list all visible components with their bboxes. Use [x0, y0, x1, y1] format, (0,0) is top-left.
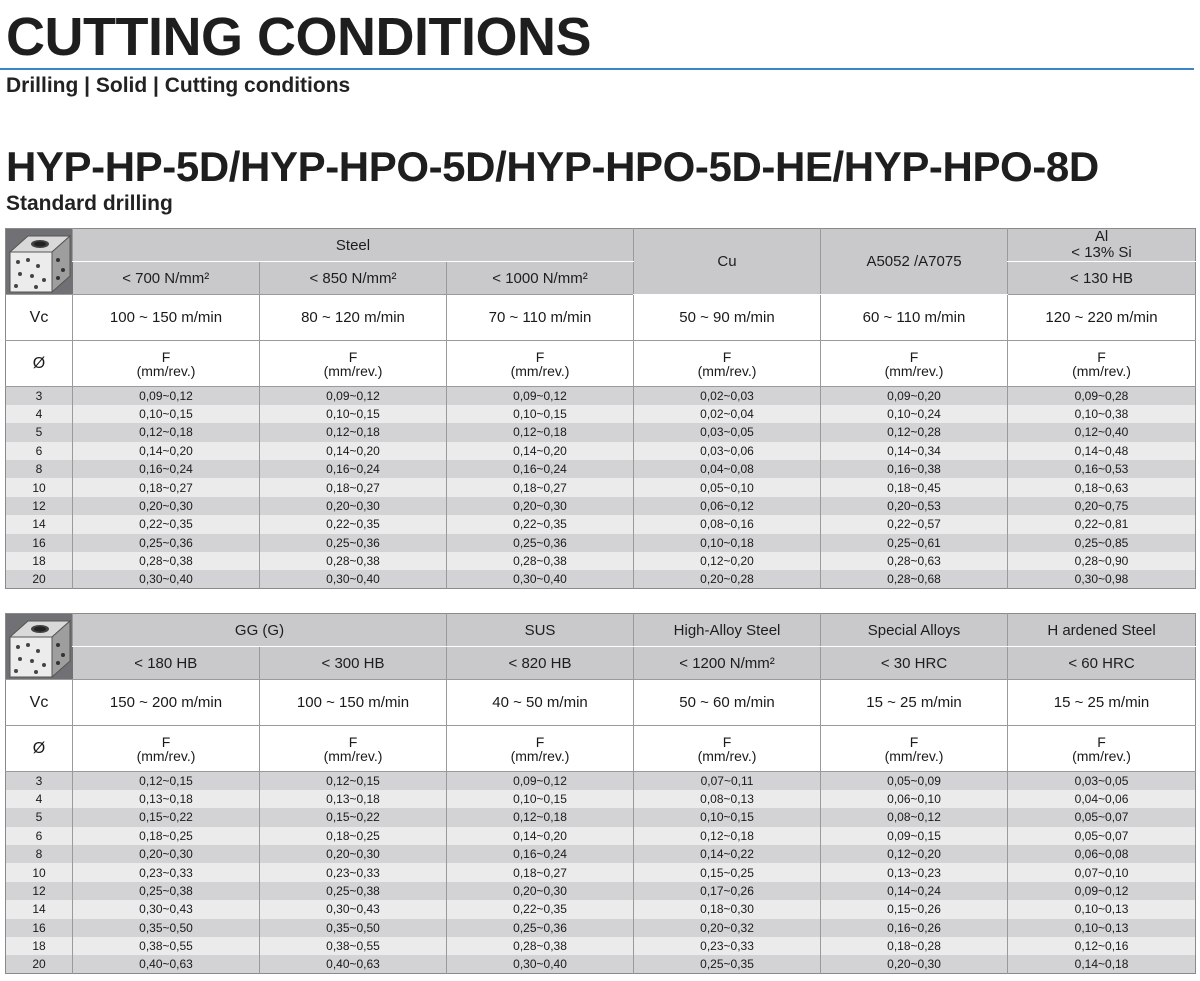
sub-header: < 700 N/mm²: [73, 262, 260, 295]
feed-cell: 0,25~0,38: [73, 882, 260, 900]
feed-cell: 0,18~0,25: [260, 827, 447, 845]
feed-cell: 0,12~0,18: [634, 827, 821, 845]
diameter-cell: 20: [6, 570, 73, 588]
table-row: [6, 808, 1196, 826]
diameter-cell: 8: [6, 845, 73, 863]
feed-cell: 0,22~0,81: [1008, 515, 1196, 533]
group-al-label: Al: [1094, 228, 1109, 245]
table-row: [6, 845, 1196, 863]
group-cu: Cu: [634, 229, 821, 295]
table-row: [6, 405, 1196, 423]
sub-header: < 820 HB: [447, 647, 634, 680]
feed-cell: 0,03~0,06: [634, 442, 821, 460]
diameter-cell: 6: [6, 827, 73, 845]
feed-cell: 0,14~0,20: [260, 442, 447, 460]
table-row: [6, 937, 1196, 955]
feed-cell: 0,12~0,18: [260, 423, 447, 441]
table2-data: [6, 772, 1196, 974]
table-row: [6, 442, 1196, 460]
feed-cell: 0,22~0,35: [447, 900, 634, 918]
table-row: [6, 919, 1196, 937]
diameter-cell: 20: [6, 955, 73, 973]
table-row: [6, 534, 1196, 552]
vc-row: [6, 295, 1196, 341]
table1-data: [6, 387, 1196, 589]
feed-cell: 0,16~0,38: [821, 460, 1008, 478]
feed-cell: 0,14~0,20: [73, 442, 260, 460]
feed-cell: 0,06~0,10: [821, 790, 1008, 808]
feed-cell: 0,05~0,10: [634, 478, 821, 496]
feed-cell: 0,30~0,43: [73, 900, 260, 918]
feed-cell: 0,30~0,40: [260, 570, 447, 588]
feed-cell: 0,14~0,22: [634, 845, 821, 863]
drilled-block-icon: [6, 229, 73, 295]
feed-cell: 0,12~0,16: [1008, 937, 1196, 955]
feed-cell: 0,09~0,15: [821, 827, 1008, 845]
feed-cell: 0,09~0,12: [1008, 882, 1196, 900]
vc-value: 50 ~ 90 m/min: [634, 295, 821, 341]
sub-header: < 1200 N/mm²: [634, 647, 821, 680]
feed-cell: 0,09~0,12: [73, 387, 260, 405]
feed-label: F (mm/rev.): [73, 726, 260, 772]
feed-cell: 0,10~0,15: [260, 405, 447, 423]
diameter-cell: 12: [6, 882, 73, 900]
feed-cell: 0,20~0,75: [1008, 497, 1196, 515]
feed-cell: 0,10~0,15: [634, 808, 821, 826]
sub-header: < 30 HRC: [821, 647, 1008, 680]
feed-cell: 0,28~0,38: [260, 552, 447, 570]
feed-cell: 0,40~0,63: [260, 955, 447, 973]
feed-cell: 0,30~0,40: [73, 570, 260, 588]
feed-cell: 0,05~0,09: [821, 772, 1008, 790]
cutting-table-steel-nonferrous: [5, 228, 1196, 589]
feed-header-row: [6, 726, 1196, 772]
sub-header: < 60 HRC: [1008, 647, 1196, 680]
vc-label: Vc: [6, 295, 73, 341]
feed-cell: 0,02~0,03: [634, 387, 821, 405]
feed-cell: 0,18~0,28: [821, 937, 1008, 955]
table-row: [6, 497, 1196, 515]
feed-cell: 0,02~0,04: [634, 405, 821, 423]
vc-value: 15 ~ 25 m/min: [821, 680, 1008, 726]
vc-value: 70 ~ 110 m/min: [447, 295, 634, 341]
group-special-alloys: Special Alloys: [821, 614, 1008, 647]
feed-cell: 0,20~0,30: [821, 955, 1008, 973]
table-row: [6, 423, 1196, 441]
feed-cell: 0,10~0,15: [447, 405, 634, 423]
feed-cell: 0,15~0,22: [260, 808, 447, 826]
product-title: HYP-HP-5D/HYP-HPO-5D/HYP-HPO-5D-HE/HYP-HPO-8D: [6, 143, 1099, 190]
feed-label: F (mm/rev.): [260, 726, 447, 772]
sub-header: < 130 HB: [1008, 262, 1196, 295]
diameter-cell: 14: [6, 515, 73, 533]
feed-cell: 0,25~0,38: [260, 882, 447, 900]
feed-cell: 0,18~0,27: [73, 478, 260, 496]
feed-cell: 0,18~0,27: [260, 478, 447, 496]
feed-cell: 0,16~0,24: [447, 460, 634, 478]
diameter-cell: 18: [6, 552, 73, 570]
feed-cell: 0,03~0,05: [1008, 772, 1196, 790]
vc-row: [6, 680, 1196, 726]
diameter-cell: 8: [6, 460, 73, 478]
product-subtitle: Standard drilling: [6, 192, 173, 215]
group-al-si-label: < 13% Si: [1071, 244, 1132, 261]
feed-cell: 0,18~0,30: [634, 900, 821, 918]
diameter-cell: 16: [6, 534, 73, 552]
group-hardened-steel: H ardened Steel: [1008, 614, 1196, 647]
feed-cell: 0,20~0,30: [73, 497, 260, 515]
feed-cell: 0,05~0,07: [1008, 827, 1196, 845]
diameter-cell: 3: [6, 387, 73, 405]
feed-cell: 0,20~0,32: [634, 919, 821, 937]
feed-cell: 0,18~0,63: [1008, 478, 1196, 496]
diameter-cell: 12: [6, 497, 73, 515]
vc-value: 60 ~ 110 m/min: [821, 295, 1008, 341]
diameter-label: Ø: [6, 341, 73, 387]
feed-cell: 0,25~0,36: [73, 534, 260, 552]
feed-cell: 0,20~0,53: [821, 497, 1008, 515]
feed-cell: 0,13~0,18: [260, 790, 447, 808]
feed-label: F (mm/rev.): [1008, 726, 1196, 772]
table-row: [6, 827, 1196, 845]
feed-cell: 0,28~0,63: [821, 552, 1008, 570]
feed-cell: 0,12~0,18: [73, 423, 260, 441]
table-row: [6, 772, 1196, 790]
table-row: [6, 570, 1196, 588]
group-sus: SUS: [447, 614, 634, 647]
feed-cell: 0,03~0,05: [634, 423, 821, 441]
sub-header: < 300 HB: [260, 647, 447, 680]
feed-cell: 0,05~0,07: [1008, 808, 1196, 826]
feed-cell: 0,30~0,40: [447, 570, 634, 588]
feed-cell: 0,18~0,45: [821, 478, 1008, 496]
feed-cell: 0,38~0,55: [260, 937, 447, 955]
feed-label: F (mm/rev.): [1008, 341, 1196, 387]
feed-label: F (mm/rev.): [447, 726, 634, 772]
feed-label: F (mm/rev.): [447, 341, 634, 387]
feed-cell: 0,10~0,24: [821, 405, 1008, 423]
feed-cell: 0,12~0,20: [634, 552, 821, 570]
feed-label: F (mm/rev.): [634, 726, 821, 772]
feed-cell: 0,30~0,40: [447, 955, 634, 973]
title-divider: [0, 68, 1194, 70]
table-row: [6, 863, 1196, 881]
feed-cell: 0,28~0,38: [447, 937, 634, 955]
feed-label: F (mm/rev.): [634, 341, 821, 387]
breadcrumb: Drilling | Solid | Cutting conditions: [6, 74, 351, 97]
group-al-si: [1008, 229, 1196, 262]
diameter-cell: 5: [6, 808, 73, 826]
feed-cell: 0,14~0,24: [821, 882, 1008, 900]
feed-cell: 0,06~0,12: [634, 497, 821, 515]
feed-cell: 0,10~0,15: [73, 405, 260, 423]
feed-cell: 0,18~0,27: [447, 478, 634, 496]
feed-cell: 0,10~0,15: [447, 790, 634, 808]
feed-cell: 0,10~0,38: [1008, 405, 1196, 423]
feed-cell: 0,14~0,34: [821, 442, 1008, 460]
feed-cell: 0,16~0,24: [73, 460, 260, 478]
feed-cell: 0,07~0,11: [634, 772, 821, 790]
feed-cell: 0,20~0,28: [634, 570, 821, 588]
table-row: [6, 478, 1196, 496]
feed-cell: 0,22~0,57: [821, 515, 1008, 533]
feed-cell: 0,22~0,35: [73, 515, 260, 533]
vc-value: 50 ~ 60 m/min: [634, 680, 821, 726]
feed-cell: 0,28~0,38: [73, 552, 260, 570]
table-row: [6, 460, 1196, 478]
feed-header-row: [6, 341, 1196, 387]
table-row: [6, 515, 1196, 533]
feed-cell: 0,04~0,06: [1008, 790, 1196, 808]
feed-cell: 0,38~0,55: [73, 937, 260, 955]
feed-cell: 0,20~0,30: [260, 497, 447, 515]
feed-label: F (mm/rev.): [821, 341, 1008, 387]
diameter-cell: 18: [6, 937, 73, 955]
diameter-cell: 3: [6, 772, 73, 790]
feed-cell: 0,12~0,20: [821, 845, 1008, 863]
feed-cell: 0,22~0,35: [447, 515, 634, 533]
feed-cell: 0,09~0,12: [447, 387, 634, 405]
feed-cell: 0,23~0,33: [634, 937, 821, 955]
feed-cell: 0,35~0,50: [260, 919, 447, 937]
diameter-cell: 4: [6, 790, 73, 808]
feed-label: F (mm/rev.): [73, 341, 260, 387]
feed-cell: 0,30~0,43: [260, 900, 447, 918]
feed-cell: 0,12~0,28: [821, 423, 1008, 441]
page-title: CUTTING CONDITIONS: [6, 7, 591, 67]
feed-cell: 0,14~0,20: [447, 827, 634, 845]
feed-cell: 0,15~0,25: [634, 863, 821, 881]
diameter-cell: 6: [6, 442, 73, 460]
feed-cell: 0,08~0,13: [634, 790, 821, 808]
feed-cell: 0,20~0,30: [260, 845, 447, 863]
table-row: [6, 790, 1196, 808]
diameter-cell: 4: [6, 405, 73, 423]
table-row: [6, 900, 1196, 918]
feed-cell: 0,20~0,30: [73, 845, 260, 863]
feed-cell: 0,15~0,22: [73, 808, 260, 826]
feed-cell: 0,12~0,18: [447, 423, 634, 441]
feed-cell: 0,09~0,20: [821, 387, 1008, 405]
feed-cell: 0,16~0,24: [447, 845, 634, 863]
feed-cell: 0,28~0,90: [1008, 552, 1196, 570]
feed-cell: 0,08~0,12: [821, 808, 1008, 826]
feed-cell: 0,12~0,40: [1008, 423, 1196, 441]
feed-cell: 0,09~0,12: [260, 387, 447, 405]
feed-cell: 0,06~0,08: [1008, 845, 1196, 863]
feed-cell: 0,14~0,18: [1008, 955, 1196, 973]
cutting-table-cast-hard: [5, 613, 1196, 974]
sub-header: < 180 HB: [73, 647, 260, 680]
feed-cell: 0,16~0,24: [260, 460, 447, 478]
feed-cell: 0,30~0,98: [1008, 570, 1196, 588]
feed-cell: 0,20~0,30: [447, 882, 634, 900]
feed-cell: 0,09~0,12: [447, 772, 634, 790]
feed-cell: 0,25~0,85: [1008, 534, 1196, 552]
table-row: [6, 882, 1196, 900]
feed-cell: 0,16~0,26: [821, 919, 1008, 937]
feed-cell: 0,09~0,28: [1008, 387, 1196, 405]
feed-cell: 0,17~0,26: [634, 882, 821, 900]
feed-cell: 0,10~0,18: [634, 534, 821, 552]
table-row: [6, 387, 1196, 405]
feed-cell: 0,28~0,38: [447, 552, 634, 570]
feed-cell: 0,12~0,15: [260, 772, 447, 790]
feed-cell: 0,25~0,61: [821, 534, 1008, 552]
feed-cell: 0,12~0,15: [73, 772, 260, 790]
feed-cell: 0,23~0,33: [73, 863, 260, 881]
group-gg: GG (G): [73, 614, 447, 647]
vc-label: Vc: [6, 680, 73, 726]
feed-cell: 0,15~0,26: [821, 900, 1008, 918]
feed-cell: 0,13~0,23: [821, 863, 1008, 881]
feed-cell: 0,25~0,36: [447, 919, 634, 937]
feed-cell: 0,14~0,20: [447, 442, 634, 460]
vc-value: 80 ~ 120 m/min: [260, 295, 447, 341]
feed-cell: 0,12~0,18: [447, 808, 634, 826]
diameter-label: Ø: [6, 726, 73, 772]
vc-value: 15 ~ 25 m/min: [1008, 680, 1196, 726]
vc-value: 100 ~ 150 m/min: [73, 295, 260, 341]
feed-cell: 0,40~0,63: [73, 955, 260, 973]
feed-cell: 0,07~0,10: [1008, 863, 1196, 881]
sub-header: < 850 N/mm²: [260, 262, 447, 295]
feed-cell: 0,28~0,68: [821, 570, 1008, 588]
feed-cell: 0,10~0,13: [1008, 900, 1196, 918]
diameter-cell: 16: [6, 919, 73, 937]
vc-value: 40 ~ 50 m/min: [447, 680, 634, 726]
group-a5052-a7075: A5052 /A7075: [821, 229, 1008, 295]
vc-value: 120 ~ 220 m/min: [1008, 295, 1196, 341]
diameter-cell: 10: [6, 478, 73, 496]
group-steel: Steel: [73, 229, 634, 262]
feed-cell: 0,13~0,18: [73, 790, 260, 808]
vc-value: 100 ~ 150 m/min: [260, 680, 447, 726]
feed-cell: 0,20~0,30: [447, 497, 634, 515]
table-row: [6, 955, 1196, 973]
feed-cell: 0,10~0,13: [1008, 919, 1196, 937]
feed-cell: 0,16~0,53: [1008, 460, 1196, 478]
feed-cell: 0,35~0,50: [73, 919, 260, 937]
group-high-alloy: High-Alloy Steel: [634, 614, 821, 647]
feed-label: F (mm/rev.): [821, 726, 1008, 772]
feed-cell: 0,04~0,08: [634, 460, 821, 478]
drilled-block-icon: [6, 614, 73, 680]
feed-cell: 0,25~0,36: [447, 534, 634, 552]
table-row: [6, 552, 1196, 570]
feed-cell: 0,18~0,27: [447, 863, 634, 881]
feed-cell: 0,18~0,25: [73, 827, 260, 845]
feed-cell: 0,08~0,16: [634, 515, 821, 533]
feed-cell: 0,25~0,36: [260, 534, 447, 552]
feed-cell: 0,25~0,35: [634, 955, 821, 973]
vc-value: 150 ~ 200 m/min: [73, 680, 260, 726]
diameter-cell: 5: [6, 423, 73, 441]
feed-cell: 0,14~0,48: [1008, 442, 1196, 460]
feed-cell: 0,22~0,35: [260, 515, 447, 533]
feed-cell: 0,23~0,33: [260, 863, 447, 881]
diameter-cell: 14: [6, 900, 73, 918]
feed-label: F (mm/rev.): [260, 341, 447, 387]
sub-header: < 1000 N/mm²: [447, 262, 634, 295]
diameter-cell: 10: [6, 863, 73, 881]
